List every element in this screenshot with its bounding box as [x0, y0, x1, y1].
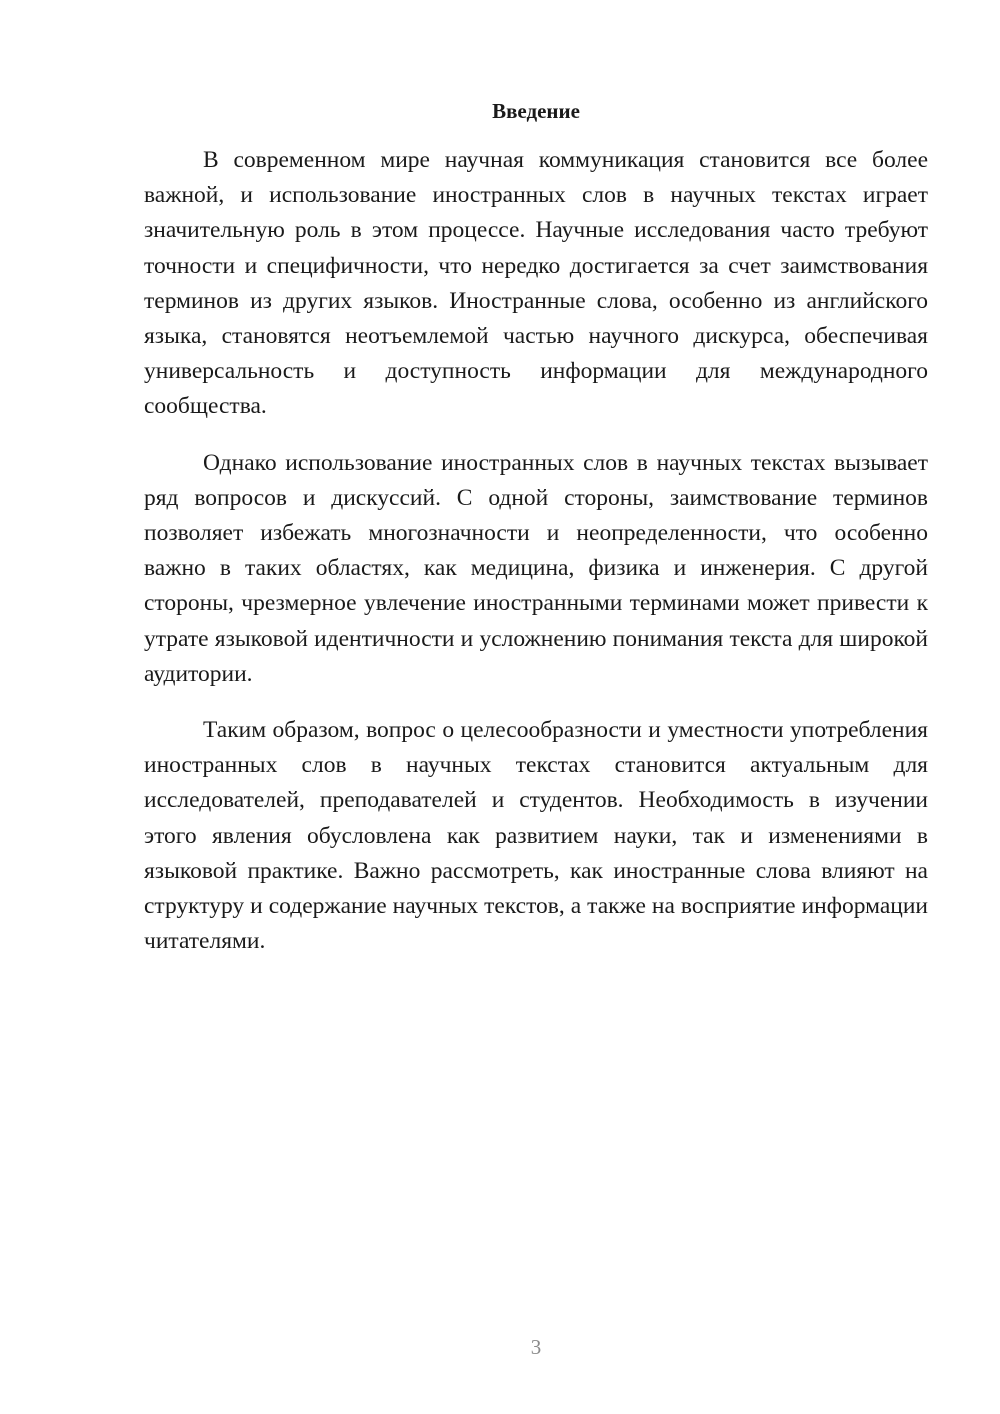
paragraph-3: Таким образом, вопрос о целесообразности и уместности употребления иностранных слов в научных текстах становится актуальным для исследователей, преподавателей и студентов. Необходимость в изучении этого явления обусловлена как развитием науки, так и изменениями в языковой практике. Важно рассмотреть, как иностранные слова влияют на структуру и содержание научных текстов, а также на восприятие информации читателями. [144, 717, 928, 955]
body-text [144, 143, 928, 959]
paragraph-2: Однако использование иностранных слов в научных текстах вызывает ряд вопросов и дискуссий. С одной стороны, заимствование терминов позволяет избежать многозначности и неопределенности, что особенно важно в таких областях, как медицина, физика и инженерия. С другой стороны, чрезмерное увлечение иностранными терминами может привести к утрате языковой идентичности и усложнению понимания текста для широкой аудитории. [144, 449, 928, 687]
section-heading: Введение [492, 99, 580, 123]
paragraph-1: В современном мире научная коммуникация становится все более важной, и использование иностранных слов в научных текстах играет значительную роль в этом процессе. Научные исследования часто требуют точности и специфичности, что нередко достигается за счет заимствования терминов из других языков. Иностранные слова, особенно из английского языка, становятся неотъемлемой частью научного дискурса, обеспечивая универсальность и доступность информации для международного сообщества. [144, 147, 928, 420]
page-number: 3 [530, 1335, 542, 1359]
